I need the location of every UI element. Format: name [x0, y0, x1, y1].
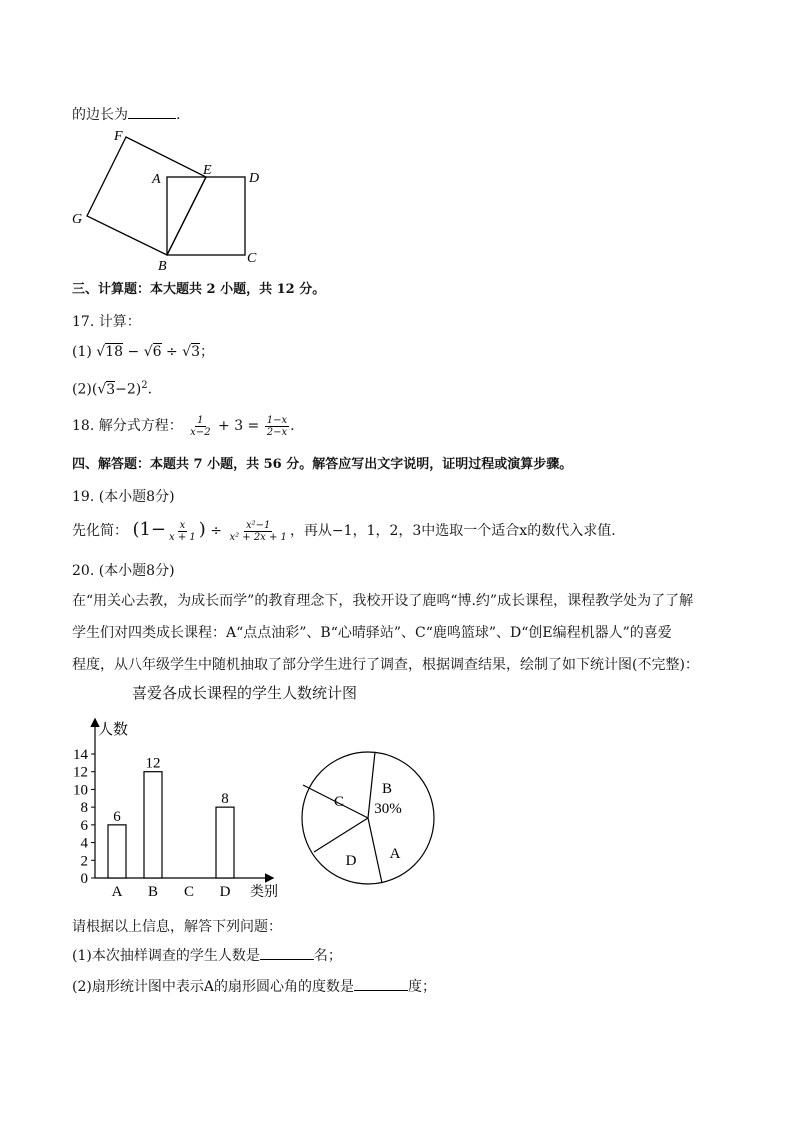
- q20-sub2: (2)扇形统计图中表示A的扇形圆心角的度数是 度；: [72, 976, 436, 996]
- q20-line3: 程度，从八年级学生中随机抽取了部分学生进行了调查，根据调查结果，绘制了如下统计图(不完整)：: [72, 657, 699, 673]
- q17-part2: $(2)(√3-2)^2$.: [72, 380, 153, 398]
- bar-A: [108, 825, 126, 878]
- q20-line2: 学生们对四类成长课程：A“点点油彩”、B“心晴驿站”、C“鹿鸣篮球”、D“创E编程机器人”的喜爱: [72, 625, 672, 641]
- q17-label: 17. 计算：: [72, 314, 141, 330]
- sqrt-icon: √: [96, 344, 106, 360]
- y-tick-label: 12: [73, 764, 88, 781]
- q18-fraction-1: $\frac{1}{x-2}$: [190, 414, 211, 438]
- square-abcd: [167, 177, 245, 255]
- pie-slice-label-A: A: [389, 846, 401, 862]
- segment-be: [167, 177, 206, 255]
- bar-chart: [60, 712, 290, 902]
- q19-fraction-2: $\frac{\text{x²−1}}{\text{x² + 2x + 1}}$: [229, 519, 287, 543]
- q20-sub1-blank[interactable]: [260, 945, 314, 960]
- section4-heading: 四、解答题：本题共 7 小题，共 56 分。解答应写出文字说明，证明过程或演算步骤。: [72, 457, 573, 472]
- q19-fraction-1: $\frac{x}{x + 1}$: [169, 519, 196, 543]
- bar-B: [144, 772, 162, 878]
- y-tick-label: 4: [80, 835, 88, 852]
- y-tick-label: 0: [80, 871, 88, 887]
- label-F: F: [114, 129, 123, 144]
- label-G: G: [72, 212, 83, 227]
- label-C: C: [247, 251, 257, 266]
- q20-after: 请根据以上信息，解答下列问题：: [72, 919, 282, 935]
- bar-value-label-A: 6: [113, 808, 121, 825]
- q17-part1: (1) √18 − √6 ÷ √3；: [72, 344, 215, 360]
- geometry-figure: [66, 124, 276, 274]
- label-B: B: [158, 259, 167, 274]
- y-tick-label: 2: [80, 853, 88, 870]
- pie-chart: [298, 748, 443, 893]
- q19-body: 先化简： (1− $\frac{x}{x + 1}$ ) ÷ $\frac{\text{x²−1}}{\text{x² + 2x + 1}}$ ，再从−1，1，2，3中选取一个适合x的数代入求值.: [72, 519, 616, 543]
- x-tick-label-B: B: [147, 884, 159, 900]
- bar-value-label-D: 8: [221, 791, 229, 808]
- q18: 18. 解分式方程： $\frac{1}{x-2}$ + 3 = $\frac{1-x}{2-x}$ .: [72, 414, 295, 438]
- sqrt-icon: √: [143, 344, 153, 360]
- q19-label: 19. (本小题8分): [72, 489, 175, 505]
- x-axis-label: 类别: [250, 885, 278, 900]
- square-bgfe: [87, 137, 206, 255]
- pie-slice-value-B: 30%: [374, 801, 402, 817]
- q20-sub2-blank[interactable]: [354, 976, 408, 991]
- q16-answer-blank[interactable]: [128, 104, 176, 119]
- y-tick-label: 8: [80, 800, 88, 817]
- sqrt-icon: √: [182, 344, 192, 360]
- section3-heading: 三、计算题：本大题共 2 小题，共 12 分。: [72, 282, 326, 297]
- x-tick-label-A: A: [111, 884, 123, 900]
- y-axis-label: 人数: [98, 722, 129, 738]
- pie-slice-label-D: D: [345, 853, 357, 869]
- sqrt-icon: √: [97, 381, 107, 398]
- q20-line1: 在“用关心去教，为成长而学”的教育理念下，我校开设了鹿鸣“博.约”成长课程，课程教学处为了了解: [72, 593, 694, 609]
- y-tick-label: 14: [73, 747, 88, 763]
- q20-sub1: (1)本次抽样调查的学生人数是 名；: [72, 945, 342, 965]
- q16-tail: 的边长为 .: [72, 104, 180, 124]
- q16-text: 的边长为: [72, 107, 128, 123]
- y-tick-label: 6: [80, 817, 88, 834]
- q18-fraction-2: $\frac{1-x}{2-x}$: [266, 414, 288, 438]
- pie-slice-label-B: B: [381, 781, 393, 797]
- y-tick-label: 10: [73, 782, 88, 799]
- pie-slice-label-C: C: [333, 794, 345, 810]
- label-D: D: [249, 171, 260, 186]
- label-A: A: [152, 172, 161, 187]
- chart-title: 喜爱各成长课程的学生人数统计图: [132, 684, 358, 702]
- q20-label: 20. (本小题8分): [72, 563, 175, 579]
- x-tick-label-C: C: [183, 884, 195, 900]
- label-E: E: [203, 163, 212, 178]
- x-tick-label-D: D: [219, 884, 231, 900]
- bar-value-label-B: 12: [145, 755, 161, 772]
- bar-D: [216, 807, 234, 878]
